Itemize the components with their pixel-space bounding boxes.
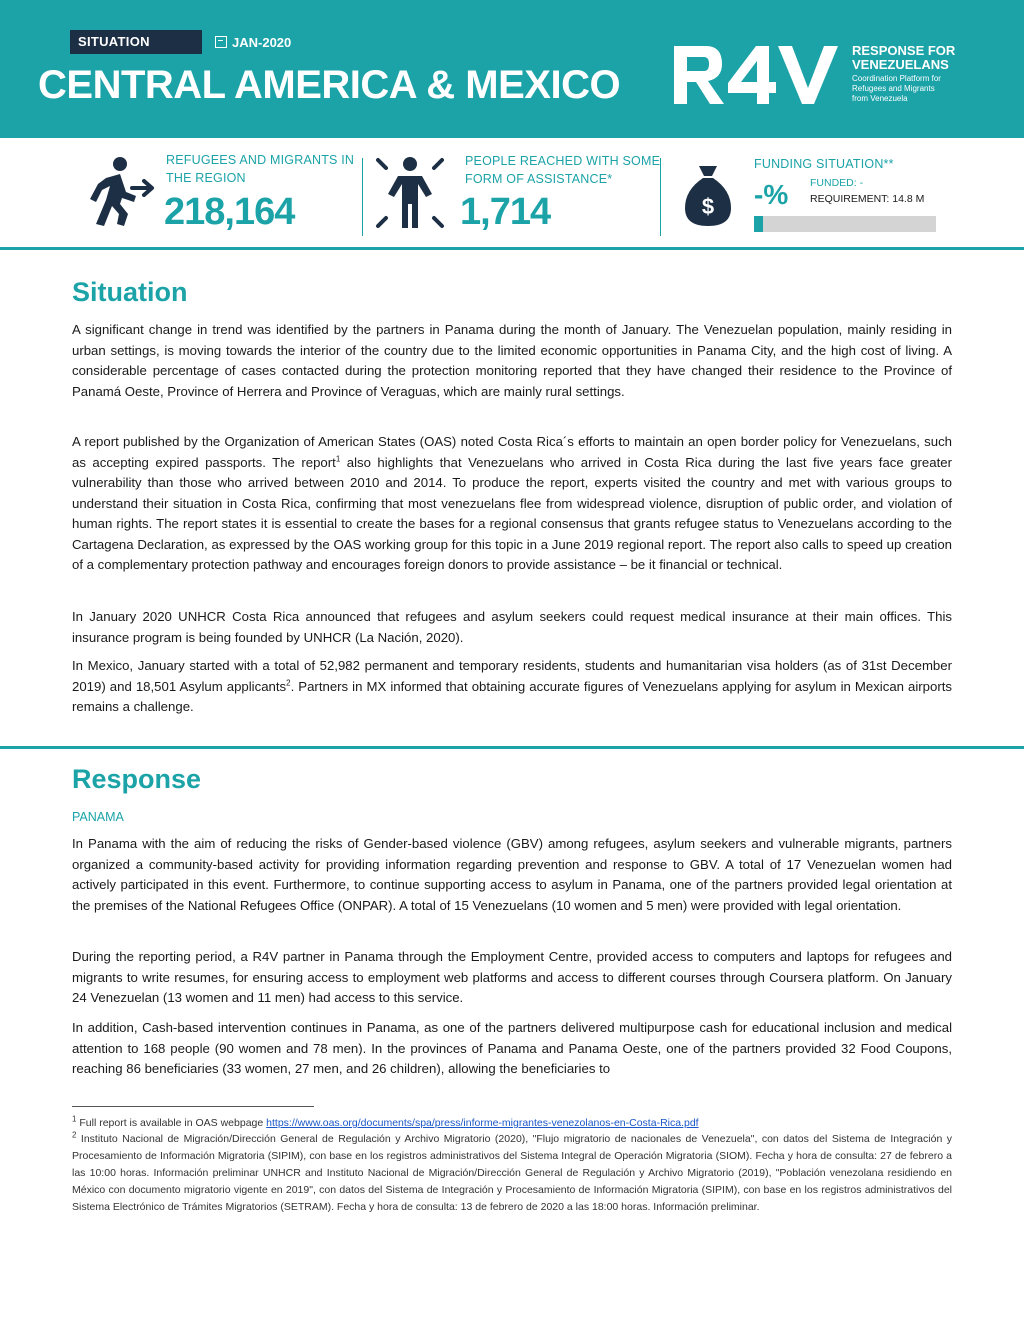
money-bag-icon xyxy=(683,162,733,228)
document-type-tag: SITUATION xyxy=(70,30,202,54)
situation-paragraph-4 xyxy=(72,656,952,718)
situation-paragraph-2-part-a: A report published by the Organization of American States (OAS) noted Costa Rica´s efforts to maintain an open border policy for Venezuelans, such as accepting expired passports. The report xyxy=(72,434,952,470)
footnote-ref-1: 1 xyxy=(335,454,341,464)
situation-paragraph-3: In January 2020 UNHCR Costa Rica announced that refugees and asylum seekers could request medical insurance at their main offices. This insurance program is being founded by UNHCR (La Nación, 2020). xyxy=(72,609,952,645)
stats-divider xyxy=(362,158,363,236)
footnote-2-text: Instituto Nacional de Migración/Dirección General de Regulación y Archivo Migratorio (2020), "Flujo migratorio de nacionales de Venezuela", con datos del Sistema de Integración y Procesamiento de Información Migratoria (SIPIM), con base en los registros administrativos del Sistema Integral de Operación Migratoria (SIOM). Fecha y hora de consulta: 27 de febrero a las 10:00 horas. Información preliminar UNHCR and Instituto Nacional de Migración/Dirección General de Regulación y Archivo Migratorio (2019), "Población venezolana residiendo en México con documento migratorio vigente en 2019", con datos del Sistema de Integración y Procesamiento de Información Migratoria (SIPIM), con base en los registros administrativos del Sistema Electrónico de Trámites Migratorios (SETRAM). Fecha y hora de consulta: 13 de febrero de 2020 a las 18:00 horas. Información preliminar. xyxy=(72,1133,952,1213)
refugees-label-line-1: REFUGEES AND MIGRANTS IN xyxy=(166,153,355,167)
footnote-1-text: Full report is available in OAS webpage xyxy=(76,1117,267,1129)
funding-label: FUNDING SITUATION** xyxy=(754,157,894,171)
situation-paragraph-4-part-a: In Mexico, January started with a total of 52,982 permanent and temporary residents, students and humanitarian visa holders (as of 31st December 2019) and 18,501 Asylum applicants xyxy=(72,658,952,694)
logo-text xyxy=(852,44,972,104)
funding-progress-fill xyxy=(754,216,763,232)
logo-title-1: RESPONSE FOR xyxy=(852,43,956,58)
footnote-separator xyxy=(72,1106,314,1107)
logo-subtitle-1: Coordination Platform for xyxy=(852,74,941,83)
situation-paragraph-1: A significant change in trend was identified by the partners in Panama during the month of January. The Venezuelan population, mainly residing in urban settings, is moving towards the interior of the country due to the limited economic opportunities in Panama City, and the high cost of living. A considerable percentage of cases contacted during the protection monitoring reported that they have changed their residence to the Province of Panamá Oeste, Province of Herrera and Province of Veraguas, which are mainly rural settings. xyxy=(72,322,952,399)
funding-funded: FUNDED: - xyxy=(810,177,864,189)
stats-divider xyxy=(660,158,661,236)
logo-subtitle-3: from Venezuela xyxy=(852,94,908,103)
situation-paragraph-2-part-b: also highlights that Venezuelans who arrived in Costa Rica during the last five years face greater vulnerability than those who arrived between 2010 and 2014. To produce the report, experts visited the country and met with various groups to understand their situation in Costa Rica, confirming that most venezuelans flee from widespread violence, disruption of public order, and violation of human rights. The report states it is essential to create the bases for a regional consensus that grants refugee status to Venezuelans according to the Cartagena Declaration, as expressed by the OAS working group for this topic in a June 2019 regional report. The report also calls to speed up creation of a complementary protection pathway and encourages foreign donors to provide assistance – be it financial or technical. xyxy=(72,454,952,572)
reached-label-line-2: FORM OF ASSISTANCE* xyxy=(465,172,613,186)
refugees-label-line-2: THE REGION xyxy=(166,171,246,185)
key-figures-bar xyxy=(0,138,1024,250)
footnote-2 xyxy=(72,1131,952,1216)
funding-progress-bar xyxy=(754,216,936,232)
footnote-1 xyxy=(72,1115,952,1132)
refugees-label xyxy=(166,151,354,187)
response-paragraph-2: During the reporting period, a R4V partner in Panama through the Employment Centre, provided access to computers and laptops for refugees and migrants to write resumes, for ensuring access to employment web platforms and access to different courses through Coursera platform. On January 24 Venezuelan (13 women and 11 men) had access to this service. xyxy=(72,949,952,1005)
section-divider xyxy=(0,746,1024,749)
logo-subtitle-2: Refugees and Migrants xyxy=(852,84,935,93)
logo-title-2: VENEZUELANS xyxy=(852,57,949,72)
report-date-text: JAN-2020 xyxy=(232,35,292,50)
footnote-1-number: 1 xyxy=(72,1114,77,1124)
response-paragraph-1: In Panama with the aim of reducing the risks of Gender-based violence (GBV) among refugees, asylum seekers and vulnerable migrants, partners organized a community-based activity for providing information regarding prevention and response to GBV. A total of 17 Venezuelan women had actively participated in this event. Furthermore, to continue supporting access to asylum in Panama, one of the partners provided legal orientation at the premises of the National Refugees Office (ONPAR). A total of 15 Venezuelans (10 women and 5 men) were provided with legal orientation. xyxy=(72,836,952,913)
logo-subtitle xyxy=(852,74,972,104)
calendar-icon xyxy=(215,36,227,48)
page-title: CENTRAL AMERICA & MEXICO xyxy=(38,63,621,107)
person-arrow-icon xyxy=(76,156,158,230)
footnote-ref-2: 2 xyxy=(286,678,291,688)
situation-paragraph-2 xyxy=(72,432,952,576)
funding-requirement: REQUIREMENT: 14.8 M xyxy=(810,193,925,205)
r4v-logo xyxy=(670,42,845,108)
situation-heading: Situation xyxy=(72,277,188,307)
footnote-1-link[interactable]: https://www.oas.org/documents/spa/press/informe-migrantes-venezolanos-en-Costa-Rica.pdf xyxy=(266,1117,699,1129)
page-header xyxy=(0,0,1024,138)
response-heading: Response xyxy=(72,764,202,794)
person-arms-up-icon xyxy=(372,154,448,232)
reached-value: 1,714 xyxy=(460,191,551,233)
reached-label xyxy=(465,152,660,188)
footnote-2-number: 2 xyxy=(72,1130,77,1140)
svg-text:$: $ xyxy=(701,194,715,219)
situation-paragraph-4-part-b: . Partners in MX informed that obtaining accurate figures of Venezuelans applying for asylum in Mexican airports remains a challenge. xyxy=(72,678,952,714)
response-paragraph-3: In addition, Cash-based intervention continues in Panama, as one of the partners delivered multipurpose cash for educational inclusion and medical attention to 168 people (90 women and 78 men). In the provinces of Panama and Panama Oeste, one of the partners provided 32 Food Coupons, reaching 86 beneficiaries (33 women, 27 men, and 26 children), allowing the beneficiaries to xyxy=(72,1020,952,1076)
funding-percent: -% xyxy=(754,179,789,210)
reached-label-line-1: PEOPLE REACHED WITH SOME xyxy=(465,154,661,168)
response-subheading-panama: PANAMA xyxy=(72,810,124,824)
report-date xyxy=(215,33,291,53)
refugees-value: 218,164 xyxy=(164,191,295,233)
